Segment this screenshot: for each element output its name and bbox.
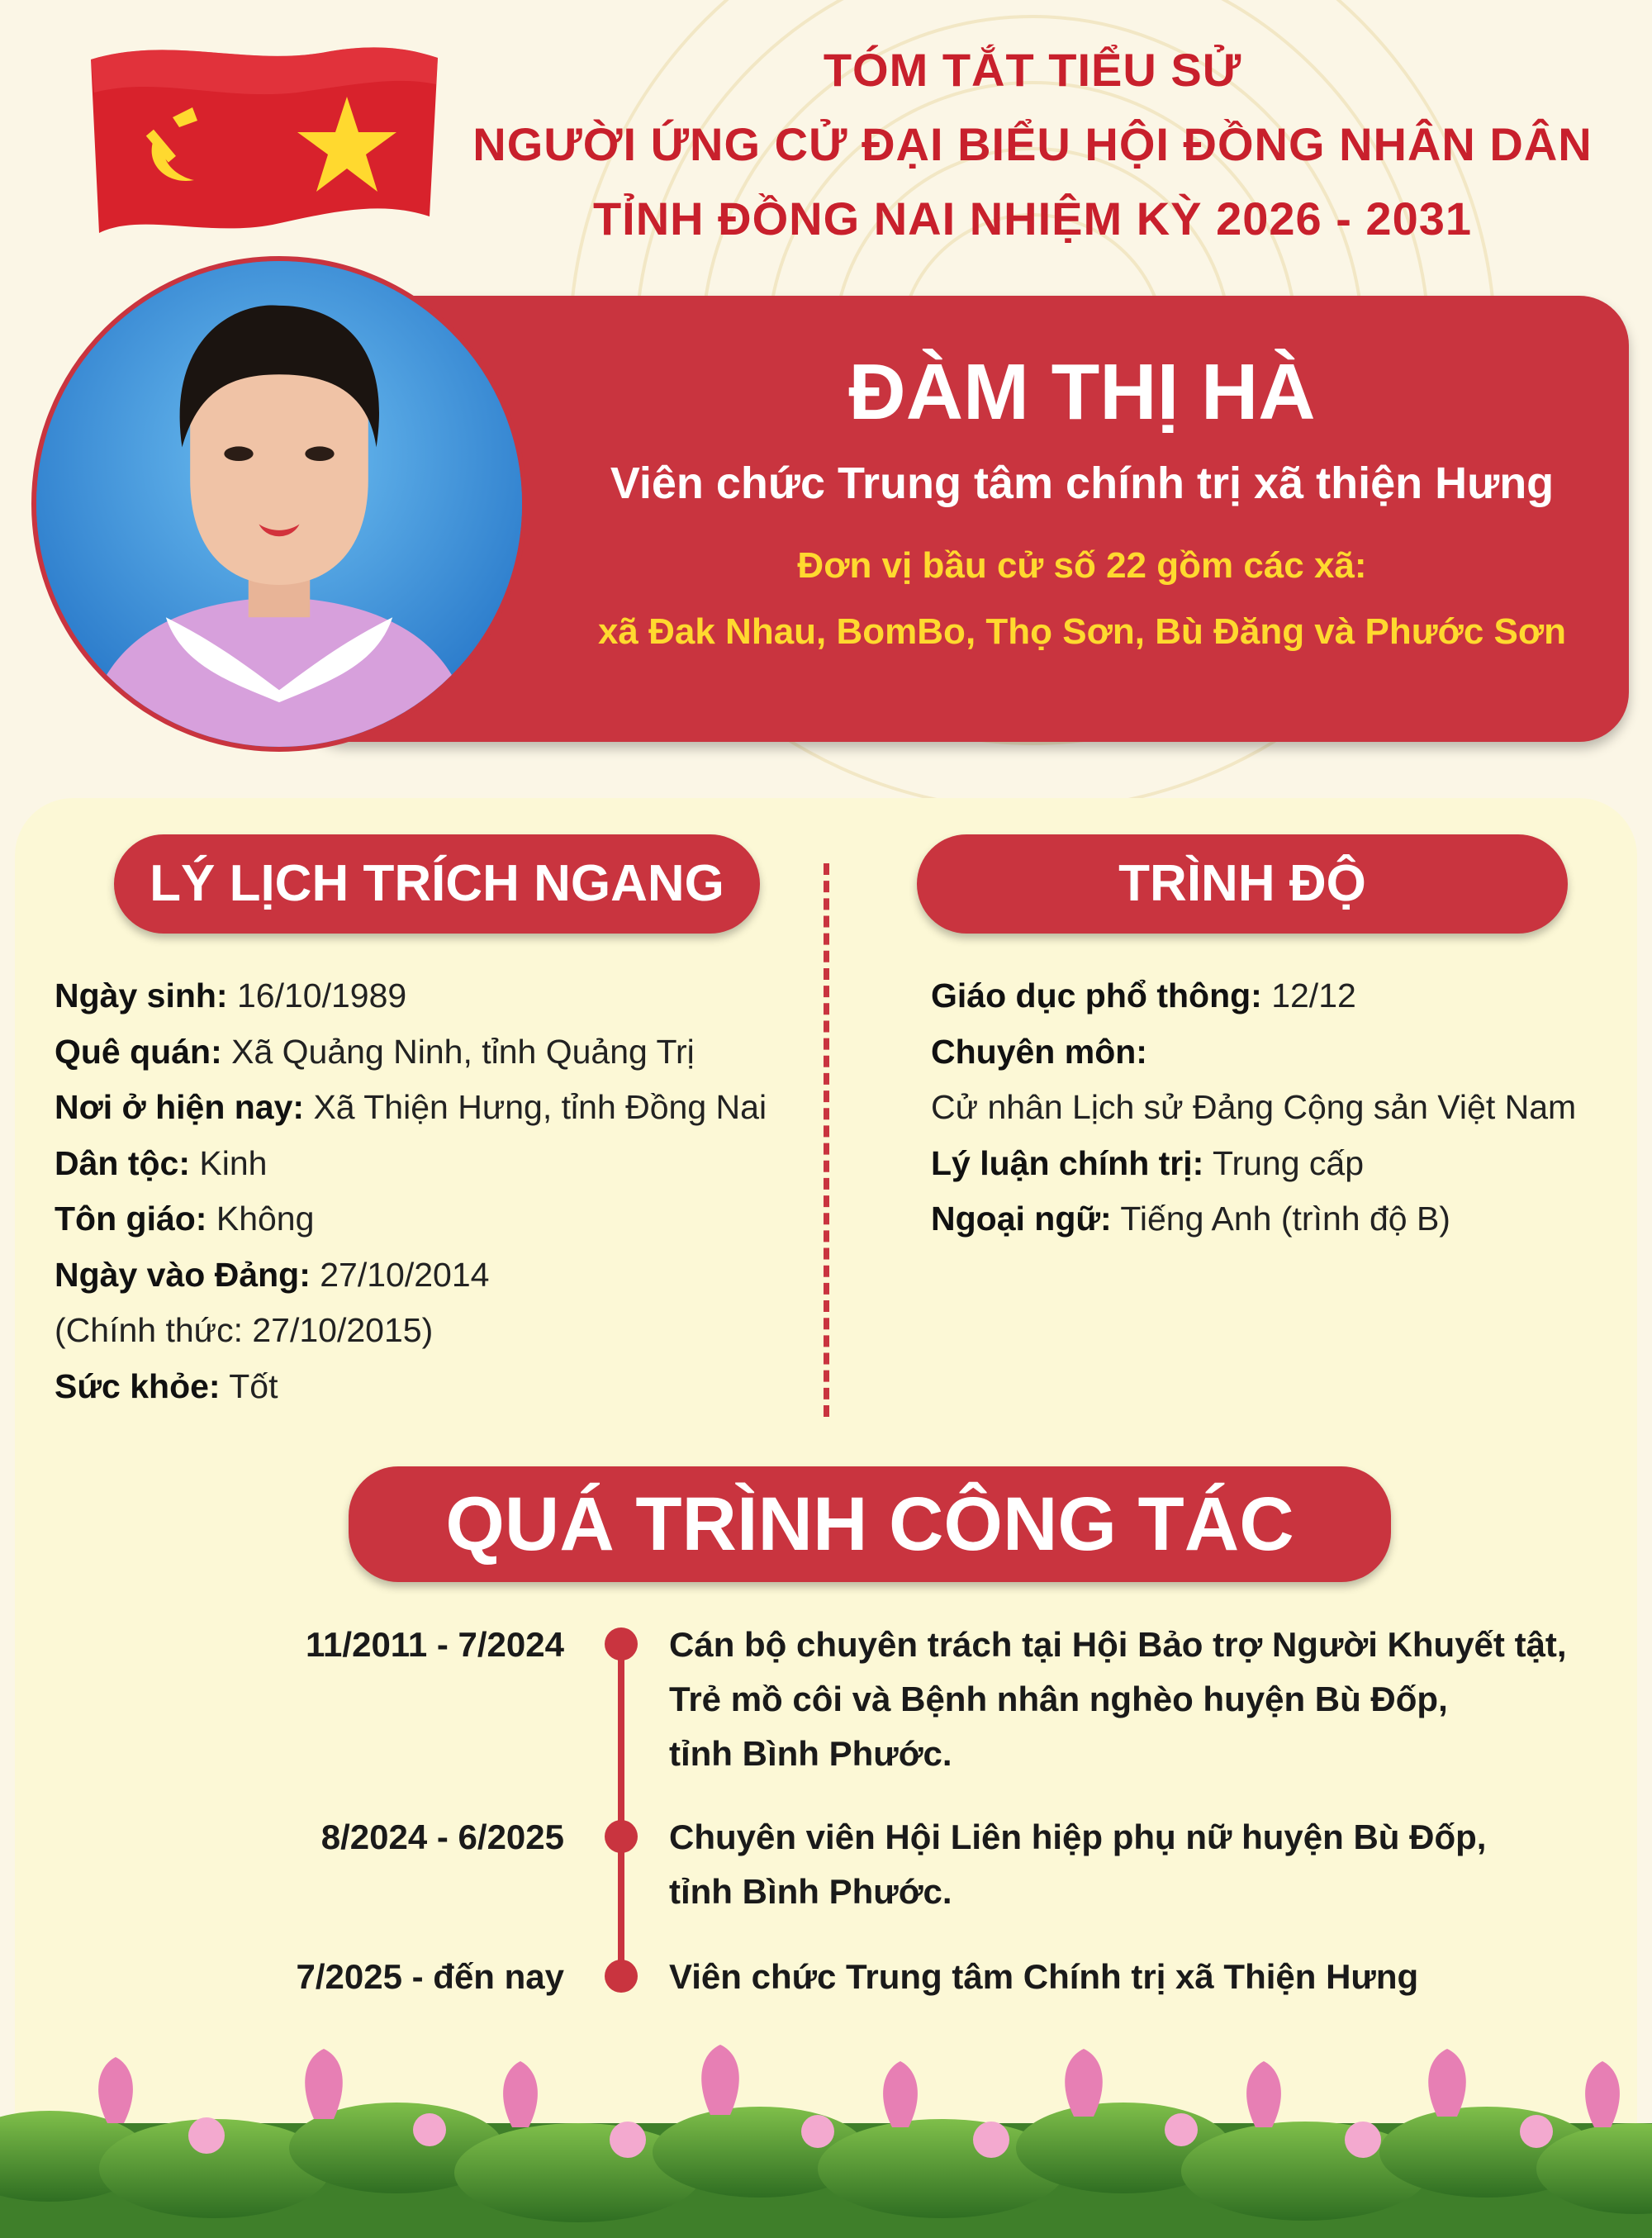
timeline-dot — [605, 1960, 638, 1993]
career-period-2: 8/2024 - 6/2025 — [320, 1817, 564, 1856]
timeline-dot — [605, 1627, 638, 1661]
education-heading: TRÌNH ĐỘ — [917, 834, 1568, 934]
career-desc-2: Chuyên viên Hội Liên hiệp phụ nữ huyện Bù Đốp, tỉnh Bình Phước. — [669, 1817, 1487, 1911]
bio-row-party-join: Ngày vào Đảng: 27/10/2014 — [55, 1255, 490, 1294]
bio-row-birthdate: Ngày sinh: 16/10/1989 — [55, 976, 407, 1014]
education-list — [931, 968, 1633, 1247]
party-flag-icon — [83, 35, 446, 241]
header-line-2: NGƯỜI ỨNG CỬ ĐẠI BIỂU HỘI ĐỒNG NHÂN DÂN — [472, 118, 1593, 170]
bio-row-religion: Tôn giáo: Không — [55, 1200, 315, 1238]
career-desc-1: Cán bộ chuyên trách tại Hội Bảo trợ Người Khuyết tật, Trẻ mồ côi và Bệnh nhân nghèo huyện Bù Đốp, tỉnh Bình Phước. — [669, 1625, 1567, 1773]
career-heading: QUÁ TRÌNH CÔNG TÁC — [349, 1466, 1391, 1582]
electoral-unit-line-2: xã Đak Nhau, BomBo, Thọ Sơn, Bù Đăng và Phước Sơn — [597, 611, 1567, 652]
candidate-position: Viên chức Trung tâm chính trị xã thiện Hưng — [610, 459, 1555, 508]
header-title — [430, 33, 1635, 256]
career-period-3: 7/2025 - đến nay — [296, 1957, 564, 1996]
edu-row-language: Ngoại ngữ: Tiếng Anh (trình độ B) — [931, 1200, 1450, 1238]
career-desc-3: Viên chức Trung tâm Chính trị xã Thiện Hưng — [669, 1957, 1419, 1996]
bio-row-residence: Nơi ở hiện nay: Xã Thiện Hưng, tỉnh Đồng Nai — [55, 1088, 767, 1126]
timeline-dot — [605, 1820, 638, 1853]
header-line-3: TỈNH ĐỒNG NAI NHIỆM KỲ 2026 - 2031 — [592, 192, 1473, 245]
header-line-1: TÓM TẮT TIỂU SỬ — [823, 44, 1242, 96]
candidate-portrait — [31, 256, 527, 752]
bio-row-health: Sức khỏe: Tốt — [55, 1366, 278, 1405]
bio-row-ethnicity: Dân tộc: Kinh — [55, 1143, 268, 1182]
edu-row-general: Giáo dục phổ thông: 12/12 — [931, 976, 1356, 1014]
column-divider — [824, 863, 829, 1417]
timeline-line — [618, 1644, 624, 1974]
lotus-flowers-decoration — [0, 2024, 1652, 2238]
edu-row-degree: Cử nhân Lịch sử Đảng Cộng sản Việt Nam — [931, 1088, 1577, 1126]
edu-row-specialty: Chuyên môn: — [931, 1032, 1147, 1071]
bio-row-hometown: Quê quán: Xã Quảng Ninh, tỉnh Quảng Trị — [55, 1032, 695, 1071]
candidate-name: ĐÀM THỊ HÀ — [848, 348, 1316, 436]
biography-heading: LÝ LỊCH TRÍCH NGANG — [114, 834, 760, 934]
electoral-unit-line-1: Đơn vị bầu cử số 22 gồm các xã: — [797, 545, 1367, 586]
career-period-1: 11/2011 - 7/2024 — [306, 1625, 564, 1664]
bio-row-party-official: (Chính thức: 27/10/2015) — [55, 1311, 434, 1349]
biography-list — [55, 968, 798, 1414]
edu-row-political: Lý luận chính trị: Trung cấp — [931, 1143, 1365, 1182]
